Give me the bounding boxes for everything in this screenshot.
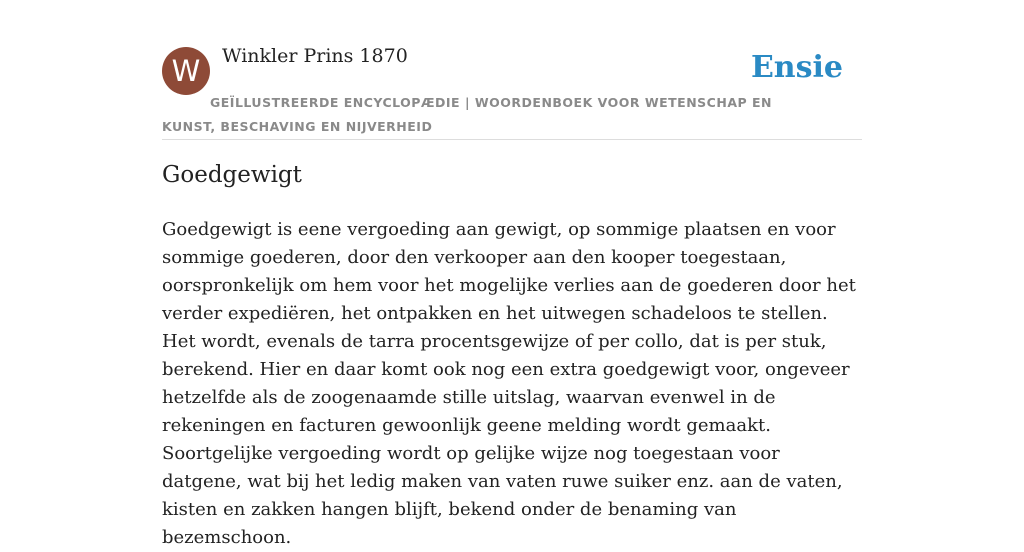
header-divider [162,139,862,140]
source-avatar[interactable]: W [162,47,210,95]
source-title[interactable]: Winkler Prins 1870 [222,45,408,67]
article-title: Goedgewigt [162,162,302,188]
source-subtitle: GEÏLLUSTREERDE ENCYCLOPÆDIE | WOORDENBOEK VOOR WETENSCHAP EN KUNST, BESCHAVING EN NIJVERHEID [162,95,773,134]
brand-logo[interactable]: Ensie [750,50,843,85]
article-body: Goedgewigt is eene vergoeding aan gewigt, op sommige plaatsen en voor sommige goederen, door den verkooper aan den kooper toegestaan, oorspronkelijk om hem voor het mogelijke verlies aan de goederen door het verder expediëren, het ontpakken en het uitwegen schadeloos te stellen. Het wordt, evenals de tarra procentsgewijze of per collo, dat is per stuk, berekend. Hier en daar komt ook nog een extra goedgewigt voor, ongeveer hetzelfde als de zoogenaamde stille uitslag, waarvan evenwel in de rekeningen en facturen gewoonlijk geene melding wordt gemaakt. Soortgelijke vergoeding wordt op gelijke wijze nog toegestaan voor datgene, wat bij het ledig maken van vaten ruwe suiker enz. aan de vaten, kisten en zakken hangen blijft, bekend onder de benaming van bezemschoon. [162,219,856,548]
